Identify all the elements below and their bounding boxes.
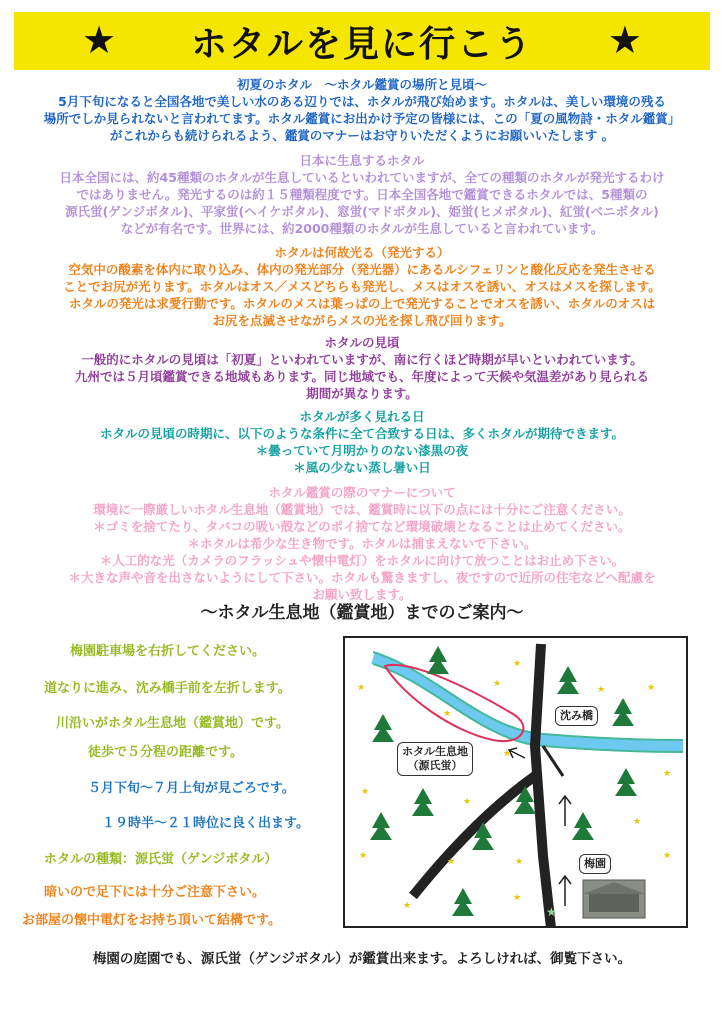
svg-text:★: ★ [647,683,656,693]
habitat-label [397,742,473,776]
species-line: 日本全国には、約45種類のホタルが生息しているといわれていますが、全ての種類のホタルが発光するわけ [59,170,665,185]
why-section [20,244,704,329]
intro-line: 場所でしか見られないと言われてます。ホタル鑑賞にお出かけ予定の皆様には、この「夏の風物詩・ホタル鑑賞」 [43,111,681,126]
why-line: 空気中の酸素を体内に取り込み、体内の発光部分（発光器）にあるルシフェリンと酸化反応を発生させる [68,262,656,277]
manners-heading: ホタル鑑賞の際のマナーについて [268,485,456,500]
start-star-icon: ★ [546,905,557,919]
route-map [343,636,688,928]
svg-text:★: ★ [513,659,522,669]
species-line: などが有名です。世界には、約2000種類のホタルが生息していると言われています。 [120,221,604,236]
manners-line: 環境に一際厳しいホタル生息地（鑑賞地）では、鑑賞時に以下の点には十分にご注意ください。 [93,502,631,517]
habitat-label-line: （源氏蛍） [407,759,463,772]
svg-text:★: ★ [359,851,368,861]
guide-line: 川沿いがホタル生息地（鑑賞地）です。 [56,716,289,731]
why-heading: ホタルは何故光る（発光する） [274,245,450,260]
svg-text:★: ★ [357,683,366,693]
bridge-label: 沈み橋 [555,706,598,726]
page-title: ホタルを見に行こう [190,23,533,65]
guide-line: ホタルの種類：源氏蛍（ゲンジボタル） [44,852,278,867]
svg-text:★: ★ [361,787,370,797]
guide-line: １９時半～２１時位に良く出ます。 [102,816,309,831]
species-line: 源氏蛍(ゲンジボタル)、平家蛍(ヘイケボタル)、窓蛍(マドボタル)、姫蛍(ヒメボタル)、紅蛍(ベニボタル) [65,204,659,219]
star-icon: ★ [82,18,117,62]
svg-text:★: ★ [447,857,456,867]
season-line: 九州では５月頃鑑賞できる地域もあります。同じ地域でも、年度によって天候や気温差があり見られる [74,369,649,384]
season-line: 一般的にホタルの見頃は「初夏」といわれていますが、南に行くほど時期が早いといわれています。 [81,352,643,367]
intro-heading: 初夏のホタル ～ホタル鑑賞の場所と見頃～ [236,77,487,92]
svg-text:★: ★ [515,857,524,867]
season-heading: ホタルの見頃 [324,335,400,350]
svg-text:★: ★ [403,901,412,911]
manners-line: ＊ホタルは希少な生き物です。ホタルは捕まえないで下さい。 [187,536,537,551]
guide-line: お部屋の懐中電灯をお持ち頂いて結構です。 [22,913,281,928]
why-line: ホタルの発光は求愛行動です。ホタルのメスは葉っぱの上で発光することでオスを誘い、ホタルのオスは [68,296,656,311]
svg-text:★: ★ [463,797,472,807]
season-section [20,334,704,402]
start-label: 梅園 [579,854,611,874]
guide-title: ～ホタル生息地（鑑賞地）までのご案内～ [200,603,524,623]
manners-line: お願い致します。 [312,587,412,602]
species-section [20,152,704,237]
manners-section [20,484,704,603]
intro-line: 5月下旬になると全国各地で美しい水のある辺りでは、ホタルが飛び始めます。ホタルは、美しい環境の残る [58,94,666,109]
why-line: ことでお尻が光ります。ホタルはオス／メスどちらも発光し、メスはオスを誘い、オスはメスを探します。 [63,279,661,294]
bestdays-line: ＊風の少ない蒸し暑い日 [293,460,431,475]
title-banner [14,12,710,70]
svg-text:★: ★ [503,749,512,759]
guide-line: 暗いので足下には十分ご注意下さい。 [44,885,266,900]
guide-line: 徒歩で５分程の距離です。 [88,745,243,760]
habitat-label-line: ホタル生息地 [402,745,468,758]
manners-line: ＊ゴミを捨てたり、タバコの吸い殻などのポイ捨てなど環境破壊となることは止めてください。 [93,519,631,534]
bestdays-heading: ホタルが多く見れる日 [299,409,425,424]
why-line: お尻を点滅させながらメスの光を探し飛び回ります。 [212,313,512,328]
guide-line: 梅園駐車場を右折してください。 [70,644,266,659]
svg-text:★: ★ [633,817,642,827]
manners-line: ＊大きな声や音を出さないようにして下さい。ホタルも驚きますし、夜ですので近所の住宅などへ配慮を [68,570,656,585]
intro-line: がこれからも続けられるよう、鑑賞のマナーはお守りいただくようにお願いいたします 。 [109,128,615,143]
species-line: ではありません。発光するのは約１５種類程度です。日本全国各地で鑑賞できるホタルでは、5種類の [76,187,648,202]
bestdays-line: ＊曇っていて月明かりのない漆黒の夜 [255,443,469,458]
svg-text:★: ★ [443,709,452,719]
guide-line: 道なりに進み、沈み橋手前を左折します。 [44,681,291,696]
star-icon: ★ [607,18,642,62]
garden-photo-building [589,894,639,912]
map-drawing [343,636,688,928]
bestdays-line: ホタルの見頃の時期に、以下のような条件に全て合致する日は、多くホタルが期待できます。 [99,426,624,441]
svg-text:★: ★ [663,851,672,861]
bestdays-section [20,408,704,476]
footer-note: 梅園の庭園でも、源氏蛍（ゲンジボタル）が鑑賞出来ます。よろしければ、御覧下さい。 [92,951,632,967]
svg-text:★: ★ [597,685,606,695]
svg-text:★: ★ [513,893,522,903]
intro-section [20,76,704,144]
svg-text:★: ★ [663,769,672,779]
season-line: 期間が異なります。 [306,386,418,401]
guide-line: ５月下旬～７月上旬が見ごろです。 [88,781,295,796]
manners-line: ＊人工的な光（カメラのフラッシュや懐中電灯）をホタルに向けて放つことはお止め下さい。 [99,553,625,568]
svg-text:★: ★ [493,679,502,689]
species-heading: 日本に生息するホタル [299,153,425,168]
